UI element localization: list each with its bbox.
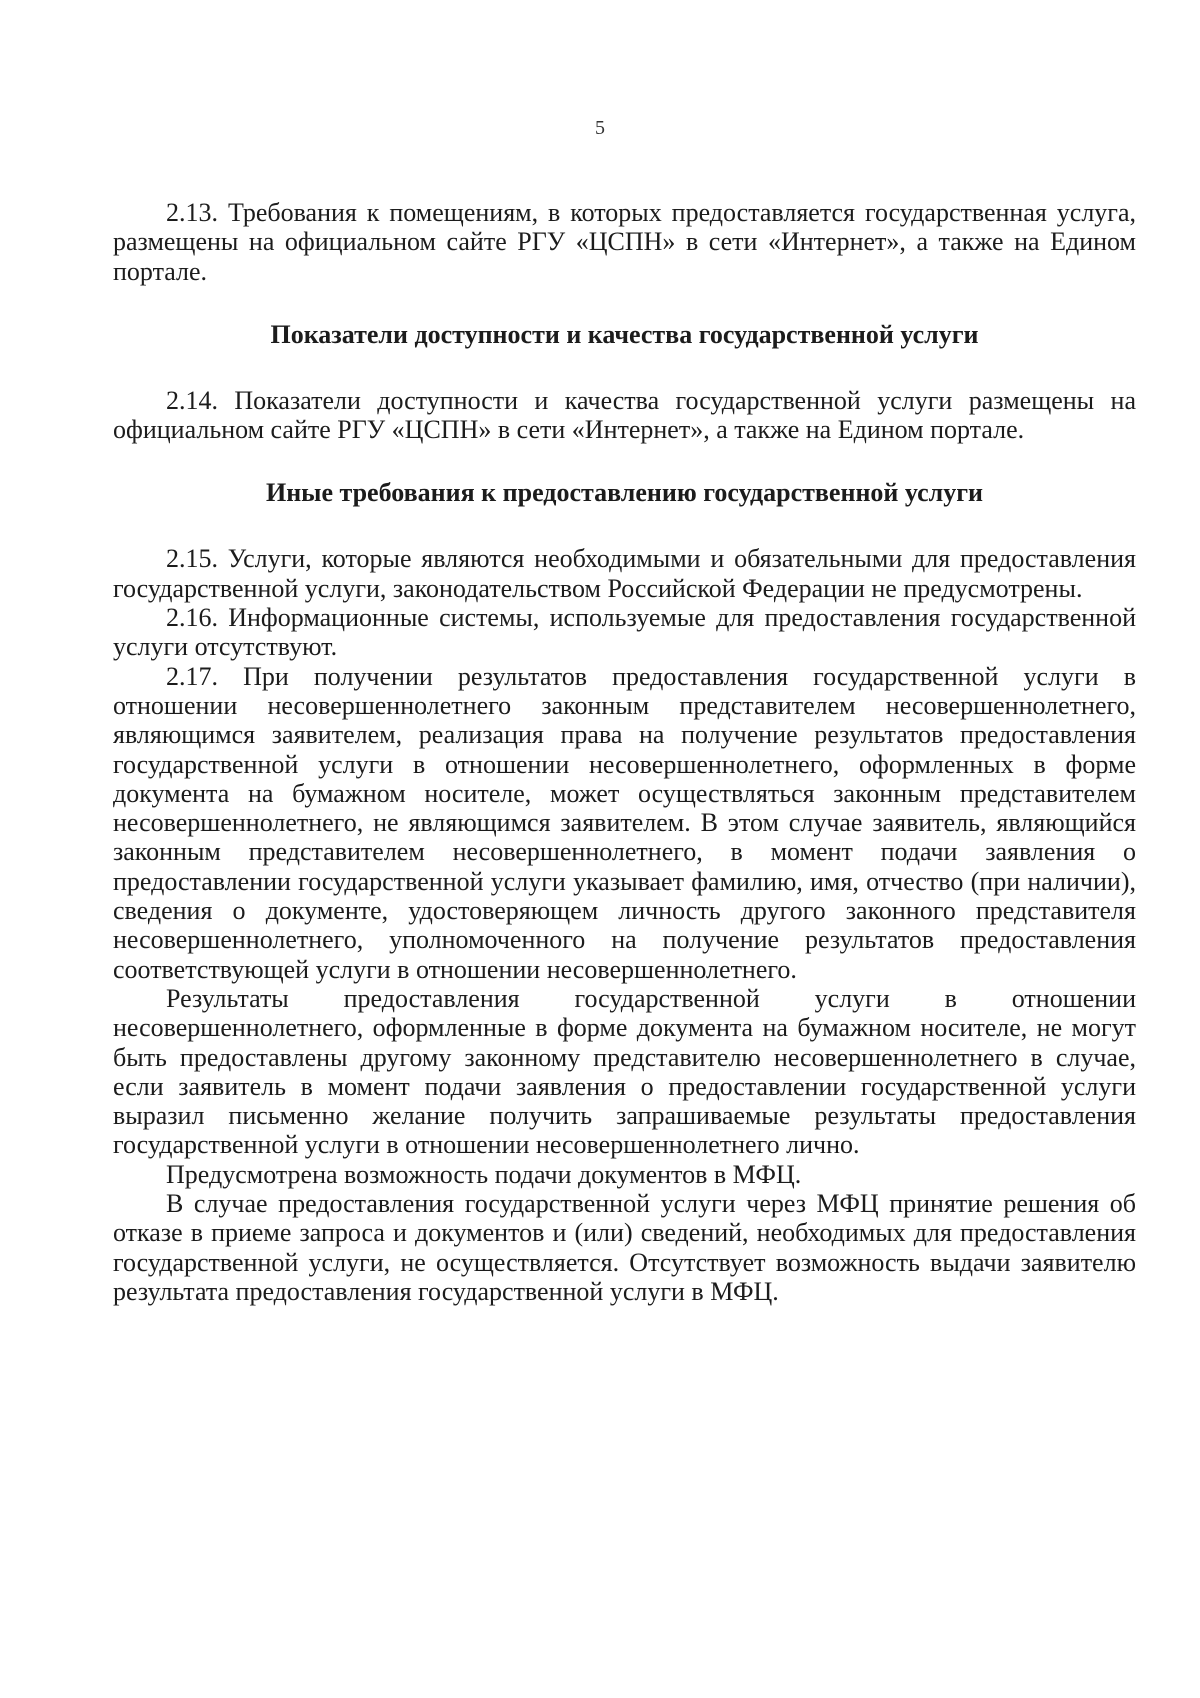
paragraph-2-16: 2.16. Информационные системы, используемые для предоставления государственной услуги отсутствуют. [113,603,1136,662]
paragraph-2-13: 2.13. Требования к помещениям, в которых предоставляется государственная услуга, размещены на официальном сайте РГУ «ЦСПН» в сети «Интернет», а также на Едином портале. [113,198,1136,286]
paragraph-mfc-refusal: В случае предоставления государственной услуги через МФЦ принятие решения об отказе в приеме запроса и документов и (или) сведений, необходимых для предоставления государственной услуги, не осуществляется. Отсутствует возможность выдачи заявителю результата предоставления государственной услуги в МФЦ. [113,1189,1136,1306]
paragraph-2-14: 2.14. Показатели доступности и качества государственной услуги размещены на официальном сайте РГУ «ЦСПН» в сети «Интернет», а также на Едином портале. [113,385,1136,445]
document-body [113,198,1136,1306]
section-heading-accessibility: Показатели доступности и качества государственной услуги [270,319,979,349]
paragraph-2-17: 2.17. При получении результатов предоставления государственной услуги в отношении несовершеннолетнего законным представителем несовершеннолетнего, являющимся заявителем, реализация права на получение результатов предоставления государственной услуги в отношении несовершеннолетнего, оформленных в форме документа на бумажном носителе, может осуществляться законным представителем несовершеннолетнего, не являющимся заявителем. В этом случае заявитель, являющийся законным представителем несовершеннолетнего, в момент подачи заявления о предоставлении государственной услуги указывает фамилию, имя, отчество (при наличии), сведения о документе, удостоверяющем личность другого законного представителя несовершеннолетнего, уполномоченного на получение результатов предоставления соответствующей услуги в отношении несовершеннолетнего. [113,661,1136,984]
page-number: 5 [595,117,605,139]
paragraph-results: Результаты предоставления государственной услуги в отношении несовершеннолетнего, оформленные в форме документа на бумажном носителе, не могут быть предоставлены другому законному представителю несовершеннолетнего в случае, если заявитель в момент подачи заявления о предоставлении государственной услуги выразил письменно желание получить запрашиваемые результаты предоставления государственной услуги в отношении несовершеннолетнего лично. [113,983,1136,1160]
paragraph-2-15: 2.15. Услуги, которые являются необходимыми и обязательными для предоставления государственной услуги, законодательством Российской Федерации не предусмотрены. [113,544,1136,603]
paragraph-mfc-submission: Предусмотрена возможность подачи документов в МФЦ. [166,1159,802,1189]
section-heading-other-requirements: Иные требования к предоставлению государственной услуги [265,478,984,508]
